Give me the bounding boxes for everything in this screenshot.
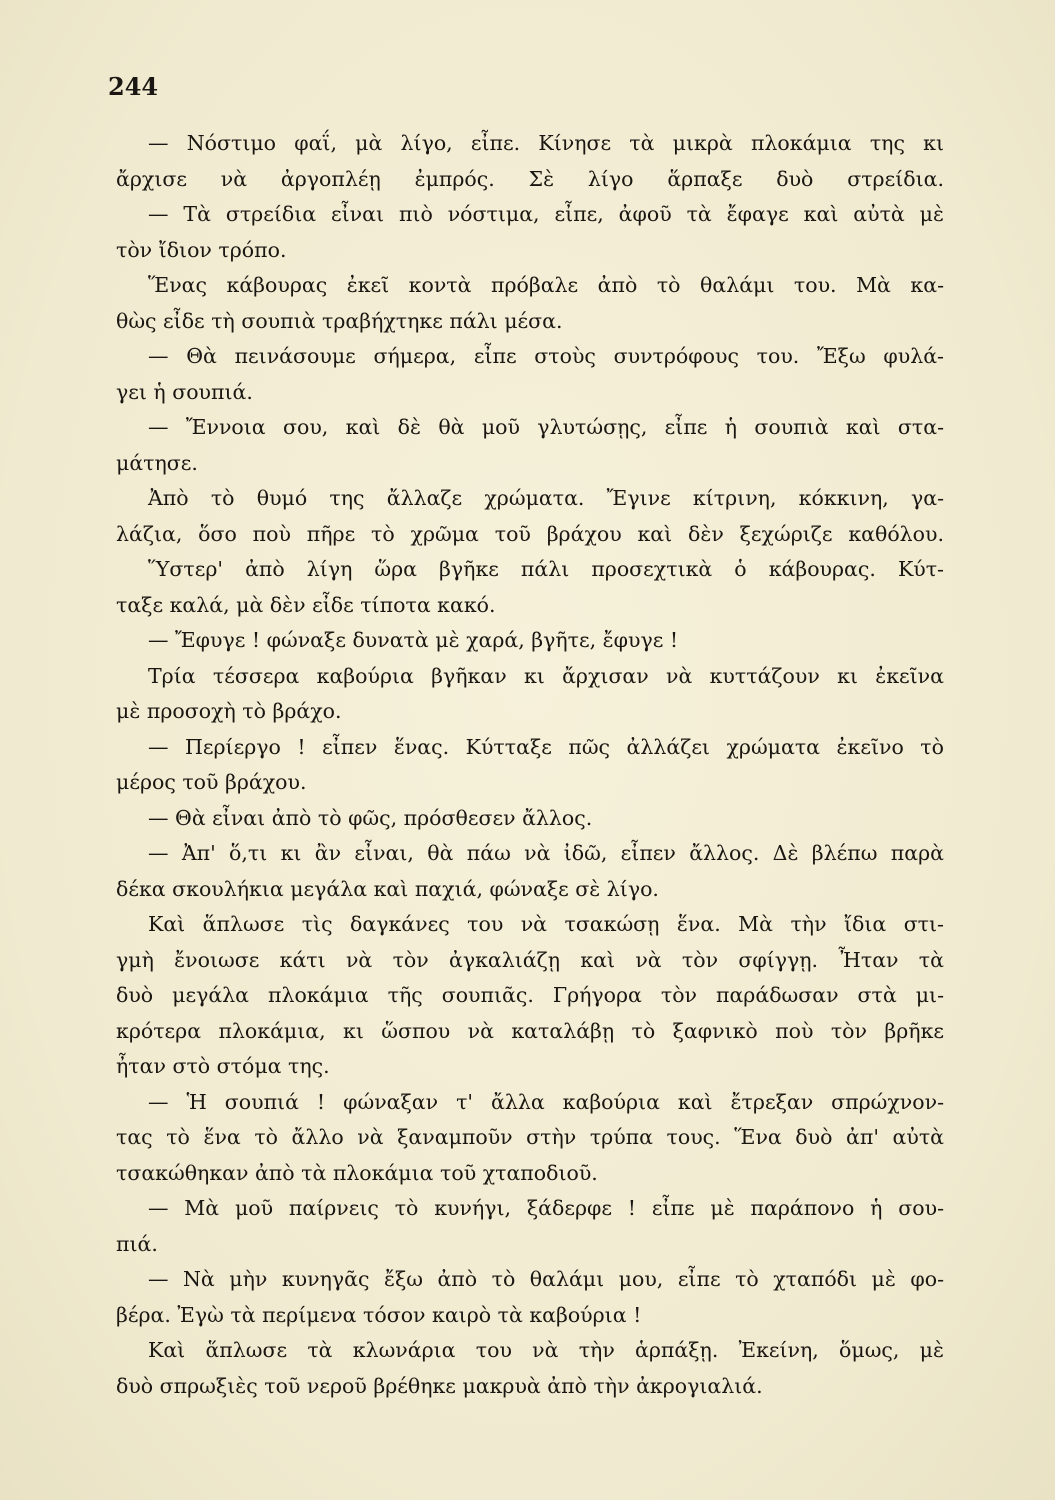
text-line: — Ἀπ' ὅ,τι κι ἂν εἶναι, θὰ πάω νὰ ἰδῶ, εἶπεν ἄλλος. Δὲ βλέπω παρὰ — [148, 841, 944, 865]
text-line: μέρος τοῦ βράχου. — [116, 770, 307, 794]
text-line: γμὴ ἔνοιωσε κάτι νὰ τὸν ἀγκαλιάζῃ καὶ νὰ τὸν σφίγγῃ. Ἦταν τὰ — [116, 947, 944, 972]
text-line: ἄρχισε νὰ ἀργοπλέῃ ἐμπρός. Σὲ λίγο ἅρπαξε δυὸ στρείδια. — [116, 166, 944, 191]
text-line: — Ἔννοια σου, καὶ δὲ θὰ μοῦ γλυτώσῃς, εἶπε ἡ σουπιὰ καὶ στα- — [148, 415, 944, 439]
text-line: τας τὸ ἕνα τὸ ἄλλο νὰ ξαναμποῦν στὴν τρύπα τους. Ἕνα δυὸ ἀπ' αὐτὰ — [116, 1125, 944, 1149]
text-line: λάζια, ὅσο ποὺ πῆρε τὸ χρῶμα τοῦ βράχου καὶ δὲν ξεχώριζε καθόλου. — [116, 521, 944, 546]
text-line: τσακώθηκαν ἀπὸ τὰ πλοκάμια τοῦ χταποδιοῦ. — [116, 1160, 598, 1185]
body-text — [116, 126, 944, 1404]
text-line: πιά. — [116, 1231, 158, 1256]
text-line: Τρία τέσσερα καβούρια βγῆκαν κι ἄρχισαν νὰ κυττάζουν κι ἐκεῖνα — [148, 663, 944, 688]
text-line: ταξε καλά, μὰ δὲν εἶδε τίποτα κακό. — [116, 592, 496, 617]
text-line: — Νὰ μὴν κυνηγᾶς ἔξω ἀπὸ τὸ θαλάμι μου, εἶπε τὸ χταπόδι μὲ φο- — [148, 1267, 944, 1291]
text-line: μάτησε. — [116, 450, 198, 475]
text-line: — Νόστιμο φαΐ, μὰ λίγο, εἶπε. Κίνησε τὰ μικρὰ πλοκάμια της κι — [148, 131, 944, 155]
text-line: — Ἡ σουπιά ! φώναξαν τ' ἄλλα καβούρια καὶ ἔτρεξαν σπρώχνον- — [148, 1089, 944, 1114]
text-line: δυὸ σπρωξιὲς τοῦ νεροῦ βρέθηκε μακρυὰ ἀπὸ τὴν ἀκρογιαλιά. — [116, 1373, 763, 1398]
text-line: βέρα. Ἐγὼ τὰ περίμενα τόσον καιρὸ τὰ καβούρια ! — [116, 1302, 642, 1327]
text-line: κρότερα πλοκάμια, κι ὥσπου νὰ καταλάβῃ τὸ ξαφνικὸ ποὺ τὸν βρῆκε — [116, 1018, 944, 1043]
text-line: δυὸ μεγάλα πλοκάμια τῆς σουπιᾶς. Γρήγορα τὸν παράδωσαν στὰ μι- — [116, 983, 944, 1007]
text-line: Ὕστερ' ἀπὸ λίγη ὥρα βγῆκε πάλι προσεχτικὰ ὁ κάβουρας. Κύτ- — [148, 557, 944, 581]
text-line: — Ἔφυγε ! φώναξε δυνατὰ μὲ χαρά, βγῆτε, ἔφυγε ! — [148, 628, 679, 652]
page-number: 244 — [108, 72, 159, 101]
text-line: θὼς εἶδε τὴ σουπιὰ τραβήχτηκε πάλι μέσα. — [116, 308, 563, 333]
text-line: ἦταν στὸ στόμα της. — [116, 1054, 330, 1078]
text-line: Καὶ ἅπλωσε τὶς δαγκάνες του νὰ τσακώσῃ ἕνα. Μὰ τὴν ἴδια στι- — [148, 912, 944, 936]
text-line: τὸν ἴδιον τρόπο. — [116, 237, 287, 262]
text-line: — Μὰ μοῦ παίρνεις τὸ κυνήγι, ξάδερφε ! εἶπε μὲ παράπονο ἡ σου- — [148, 1196, 944, 1220]
text-line: Ἀπὸ τὸ θυμό της ἄλλαζε χρώματα. Ἔγινε κίτρινη, κόκκινη, γα- — [148, 486, 944, 510]
text-line: — Θὰ πεινάσουμε σήμερα, εἶπε στοὺς συντρόφους του. Ἔξω φυλά- — [148, 344, 944, 368]
text-line: — Θὰ εἶναι ἀπὸ τὸ φῶς, πρόσθεσεν ἄλλος. — [148, 805, 593, 830]
text-line: — Περίεργο ! εἶπεν ἕνας. Κύτταξε πῶς ἀλλάζει χρώματα ἐκεῖνο τὸ — [148, 734, 944, 759]
text-line: γει ἡ σουπιά. — [116, 379, 253, 404]
text-line: δέκα σκουλήκια μεγάλα καὶ παχιά, φώναξε σὲ λίγο. — [116, 876, 659, 901]
text-line: Ἕνας κάβουρας ἐκεῖ κοντὰ πρόβαλε ἀπὸ τὸ θαλάμι του. Μὰ κα- — [148, 273, 944, 297]
text-line: Καὶ ἅπλωσε τὰ κλωνάρια του νὰ τὴν ἁρπάξῃ. Ἐκείνη, ὅμως, μὲ — [148, 1338, 944, 1362]
text-line: μὲ προσοχὴ τὸ βράχο. — [116, 699, 342, 723]
text-line: — Τὰ στρείδια εἶναι πιὸ νόστιμα, εἶπε, ἀφοῦ τὰ ἔφαγε καὶ αὐτὰ μὲ — [148, 202, 944, 226]
